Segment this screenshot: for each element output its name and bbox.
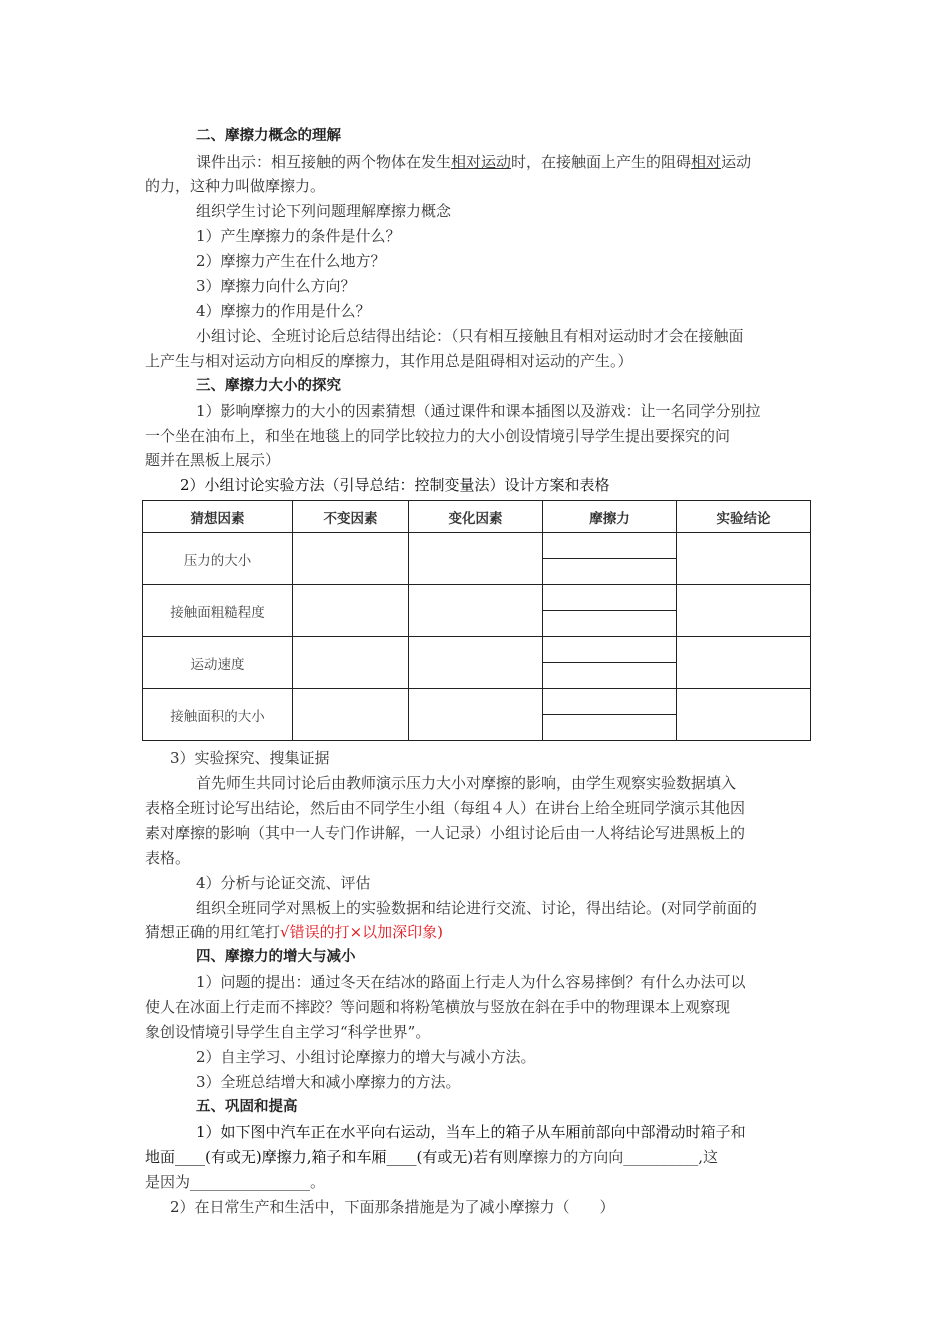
table-cell: [543, 637, 677, 663]
section-4-heading: 四、摩擦力的增大与减小: [196, 949, 356, 965]
table-cell: [543, 533, 677, 559]
row-label: 接触面积的大小: [143, 689, 293, 741]
paragraph-line: 表格。: [145, 849, 191, 867]
header-conclusion: 实验结论: [677, 501, 811, 533]
red-note: √错误的打×以加深印象): [280, 923, 443, 941]
header-guess-factor: 猜想因素: [143, 501, 293, 533]
table-cell: [543, 689, 677, 715]
table-cell: [293, 689, 409, 741]
paragraph-line: 2）自主学习、小组讨论摩擦力的增大与减小方法。: [196, 1048, 536, 1066]
header-friction: 摩擦力: [543, 501, 677, 533]
table-cell: [677, 689, 811, 741]
question-item: 3）摩擦力向什么方向？: [196, 277, 356, 295]
table-cell: [409, 689, 543, 741]
table-cell: [677, 637, 811, 689]
table-cell: [543, 585, 677, 611]
paragraph-line: 首先师生共同讨论后由教师演示压力大小对摩擦的影响，由学生观察实验数据填入: [196, 774, 737, 792]
row-label: 运动速度: [143, 637, 293, 689]
table-cell: [293, 533, 409, 585]
table-cell: [409, 637, 543, 689]
paragraph-line: 题并在黑板上展示）: [145, 451, 281, 469]
exercise-line: 是因为________________。: [145, 1173, 326, 1191]
section-3-heading: 三、摩擦力大小的探究: [196, 378, 341, 394]
paragraph-line: 3）实验探究、搜集证据: [170, 749, 330, 767]
exercise-line: 1）如下图中汽车正在水平向右运动，当车上的箱子从车厢前部向中部滑动时箱子和: [196, 1123, 746, 1141]
paragraph-line: 1）问题的提出：通过冬天在结冰的路面上行走人为什么容易摔倒？有什么办法可以: [196, 973, 746, 991]
table-cell: [543, 611, 677, 637]
table-cell: [293, 585, 409, 637]
paragraph-line: 上产生与相对运动方向相反的摩擦力，其作用总是阻碍相对运动的产生。）: [145, 352, 633, 370]
paragraph-line: 表格全班讨论写出结论，然后由不同学生小组（每组４人）在讲台上给全班同学演示其他因: [145, 799, 746, 817]
table-cell: [677, 533, 811, 585]
table-row: [143, 689, 811, 715]
paragraph-line: 素对摩擦的影响（其中一人专门作讲解，一人记录）小组讨论后由一人将结论写进黑板上的: [145, 824, 746, 842]
paragraph-line: 课件出示：相互接触的两个物体在发生相对运动时，在接触面上产生的阻碍相对运动: [196, 153, 752, 171]
question-item: 1）产生摩擦力的条件是什么？: [196, 227, 401, 245]
table-cell: [543, 559, 677, 585]
paragraph-line: 使人在冰面上行走而不摔跤？等问题和将粉笔横放与竖放在斜在手中的物理课本上观察现: [145, 998, 731, 1016]
table-row: [143, 585, 811, 611]
paragraph-line: 猜想正确的用红笔打√错误的打×以加深印象): [145, 923, 443, 941]
table-caption: 2）小组讨论实验方法（引导总结：控制变量法）设计方案和表格: [180, 476, 610, 494]
paragraph-line: 一个坐在油布上，和坐在地毯上的同学比较拉力的大小创设情境引导学生提出要探究的问: [145, 427, 731, 445]
paragraph-line: 象创设情境引导学生自主学习“科学世界”。: [145, 1023, 431, 1041]
header-varied-factor: 变化因素: [409, 501, 543, 533]
question-item: 4）摩擦力的作用是什么？: [196, 302, 371, 320]
exercise-line: 2）在日常生产和生活中，下面那条措施是为了减小摩擦力（ ）: [170, 1198, 615, 1216]
section-2-heading: 二、摩擦力概念的理解: [196, 128, 341, 144]
paragraph-line: 组织全班同学对黑板上的实验数据和结论进行交流、讨论，得出结论。(对同学前面的: [196, 899, 757, 917]
table-row: [143, 637, 811, 663]
paragraph-line: 小组讨论、全班讨论后总结得出结论：（只有相互接触且有相对运动时才会在接触面: [196, 327, 744, 345]
table-cell: [677, 585, 811, 637]
experiment-table: [142, 500, 811, 741]
paragraph-line: 的力，这种力叫做摩擦力。: [145, 177, 326, 195]
table-cell: [409, 533, 543, 585]
table-header-row: [143, 501, 811, 533]
table-cell: [543, 715, 677, 741]
row-label: 接触面粗糙程度: [143, 585, 293, 637]
table-cell: [293, 637, 409, 689]
header-constant-factor: 不变因素: [293, 501, 409, 533]
paragraph-line: 3）全班总结增大和减小摩擦力的方法。: [196, 1073, 461, 1091]
question-item: 2）摩擦力产生在什么地方？: [196, 252, 386, 270]
row-label: 压力的大小: [143, 533, 293, 585]
table-cell: [543, 663, 677, 689]
paragraph-line: 1）影响摩擦力的大小的因素猜想（通过课件和课本插图以及游戏：让一名同学分别拉: [196, 402, 761, 420]
paragraph-line: 组织学生讨论下列问题理解摩擦力概念: [196, 202, 452, 220]
table-cell: [409, 585, 543, 637]
paragraph-line: 4）分析与论证交流、评估: [196, 874, 371, 892]
exercise-line: 地面____(有或无)摩擦力,箱子和车厢____(有或无)若有则摩擦力的方向向__________,这: [145, 1148, 718, 1166]
section-5-heading: 五、巩固和提高: [196, 1099, 298, 1115]
table-row: [143, 533, 811, 559]
